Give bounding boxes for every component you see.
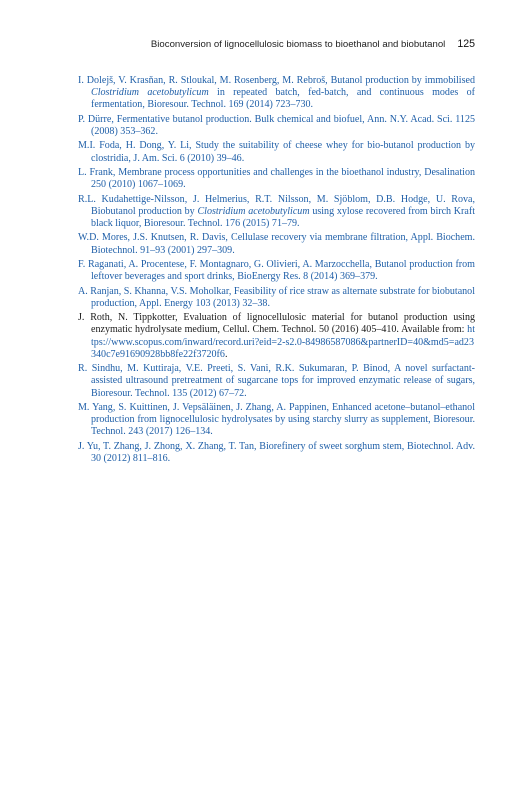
- running-head: [150, 38, 475, 54]
- reference-item[interactable]: W.D. Mores, J.S. Knutsen, R. Davis, Cellulase recovery via membrane filtration, Appl. Biochem. Biotechnol. 91–93 (2001) 297–309.: [78, 232, 475, 256]
- reference-item[interactable]: M.I. Foda, H. Dong, Y. Li, Study the suitability of cheese whey for bio-butanol production by clostridia, J. Am. Sci. 6 (2010) 39–46.: [78, 140, 475, 164]
- reference-item[interactable]: J. Yu, T. Zhang, J. Zhong, X. Zhang, T. Tan, Biorefinery of sweet sorghum stem, Biotechnol. Adv. 30 (2012) 811–816.: [78, 440, 475, 464]
- reference-item[interactable]: I. Dolejš, V. Krasňan, R. Stloukal, M. Rosenberg, M. Rebroš, Butanol production by immobilised Clostridium acetobutylicum in repeated batch, fed-batch, and continuous modes of fermentation, Bioresour. Technol. 169 (2014) 723–730.: [78, 75, 476, 111]
- reference-item[interactable]: M. Yang, S. Kuittinen, J. Vepsäläinen, J. Zhang, A. Pappinen, Enhanced acetone–butanol–ethanol production from lignocellulosic hydrolysates by using starchy slurry as supplement, Bioresour. Technol. 243 (2017) 126–134.: [78, 401, 475, 438]
- reference-item[interactable]: F. Raganati, A. Procentese, F. Montagnaro, G. Olivieri, A. Marzocchella, Butanol production from leftover beverages and sport drinks, BioEnergy Res. 8 (2014) 369–379.: [78, 258, 475, 283]
- reference-item[interactable]: L. Frank, Membrane process opportunities and challenges in the bioethanol industry, Desalination 250 (2010) 1067–1069.: [78, 166, 475, 191]
- reference-item: J. Roth, N. Tippkotter, Evaluation of lignocellulosic material for butanol production using enzymatic hydrolysate medium, Cellul. Chem. Technol. 50 (2016) 405–410. Available from: https://www.scopus.com/inward/record.uri?eid=2-s2.0-84986587086&partnerID=40&md5=ad23340c7e91690928bb8fe22f3720f6.: [78, 312, 475, 360]
- reference-link[interactable]: https://www.scopus.com/inward/record.uri?eid=2-s2.0-84986587086&partnerID=40&md5=ad23340c7e91690928bb8fe22f3720f6: [91, 324, 475, 360]
- running-head-title: Bioconversion of lignocellulosic biomass to bioethanol and biobutanol: [150, 39, 446, 50]
- reference-item[interactable]: A. Ranjan, S. Khanna, V.S. Moholkar, Feasibility of rice straw as alternate substrate for biobutanol production, Appl. Energy 103 (2013) 32–38.: [78, 285, 475, 309]
- page-number: 125: [457, 38, 475, 50]
- reference-list: [78, 75, 475, 467]
- reference-item[interactable]: R. Sindhu, M. Kuttiraja, V.E. Preeti, S. Vani, R.K. Sukumaran, P. Binod, A novel surfactant-assisted ultrasound pretreatment of sugarcane tops for improved enzymatic release of sugars, Bioresour. Technol. 135 (2012) 67–72.: [78, 363, 475, 399]
- reference-item[interactable]: P. Dürre, Fermentative butanol production. Bulk chemical and biofuel, Ann. N.Y. Acad. Sci. 1125 (2008) 353–362.: [78, 113, 475, 137]
- reference-item[interactable]: R.L. Kudahettige-Nilsson, J. Helmerius, R.T. Nilsson, M. Sjöblom, D.B. Hodge, U. Rova, Biobutanol production by Clostridium acetobutylicum using xylose recovered from birch Kraft black liquor, Bioresour. Technol. 176 (2015) 71–79.: [78, 193, 476, 229]
